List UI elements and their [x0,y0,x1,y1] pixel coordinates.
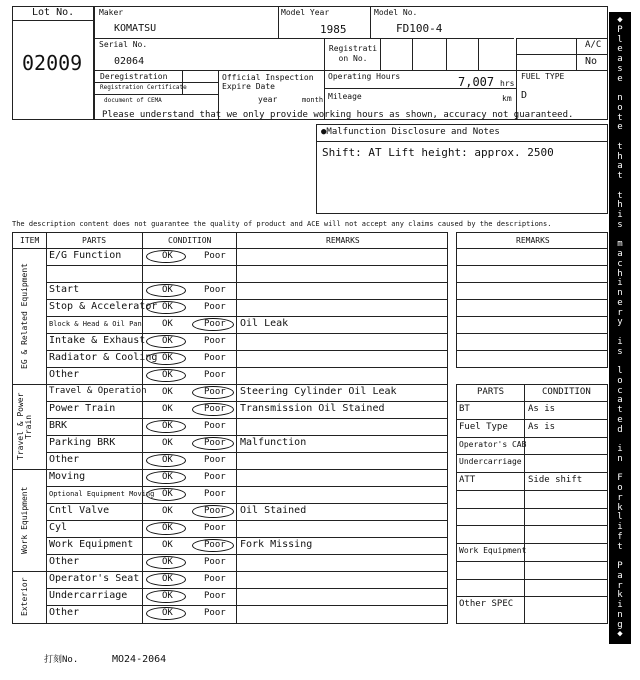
condition-ok[interactable]: OK [162,608,173,618]
side-text-char: e [617,73,623,84]
part-name: Optional Equipment Moving [49,490,155,498]
divider [316,141,608,142]
remark-text: Oil Stained [240,505,307,516]
condition-poor[interactable]: Poor [204,421,226,431]
divider [12,469,448,470]
remark-text: Transmission Oil Stained [240,403,385,414]
condition-ok[interactable]: OK [162,285,173,295]
condition-poor[interactable]: Poor [204,285,226,295]
group-label: Work Equipment [20,486,29,554]
side-text-char: P [617,561,623,571]
condition-poor[interactable]: Poor [204,574,226,584]
divider [12,248,448,249]
divider [236,232,237,624]
divider [516,54,608,55]
condition-poor[interactable]: Poor [204,438,226,448]
side-text-char: a [617,570,623,581]
side-text-char: a [617,54,623,64]
side-text-char: l [617,366,623,376]
side-text-char: o [617,375,623,386]
condition-poor[interactable]: Poor [204,353,226,363]
divider [456,454,608,455]
side-text-char: a [617,249,623,259]
selected-ok-mark [146,607,186,620]
divider [46,554,448,555]
mileage-label: Mileage [328,92,362,101]
selected-ok-mark [146,590,186,603]
condition-poor[interactable]: Poor [204,336,226,346]
spec-condition-header: CONDITION [542,387,591,397]
side-text-char: i [617,522,623,532]
disclaimer: The description content does not guarantee the quality of product and ACE will not accept any claims caused by the descriptions. [12,220,552,228]
divider [456,472,608,473]
selected-poor-mark [192,318,234,331]
side-text-char: t [617,171,623,181]
condition-ok[interactable]: OK [162,557,173,567]
condition-ok[interactable]: OK [162,438,173,448]
divider [46,350,448,351]
side-text-char: s [617,63,623,74]
side-text-char: i [617,278,623,289]
divider [94,82,218,83]
remark-text: Oil Leak [240,318,289,329]
condition-ok[interactable]: OK [162,455,173,465]
group-label: Travel & Power Train [16,392,33,461]
spec-part: Work Equipment [459,546,527,555]
part-name: Parking BRK [49,437,116,448]
part-name: Travel & Operation [49,386,147,396]
condition-ok[interactable]: OK [162,302,173,312]
spec-part: ATT [459,475,476,485]
malfunction-box [316,124,608,214]
part-name: BRK [49,420,68,431]
divider [456,543,608,544]
condition-ok[interactable]: OK [162,336,173,346]
divider [456,596,608,597]
divider [412,38,413,70]
divider [446,38,447,70]
fuel-type-label: FUEL TYPE [521,72,565,81]
condition-poor[interactable]: Poor [204,506,226,516]
selected-ok-mark [146,369,186,382]
part-name: Stop & Accelerator [49,301,158,312]
spec-part: Operator's CAB [459,440,527,449]
selected-ok-mark [146,301,186,314]
condition-poor[interactable]: Poor [204,540,226,550]
condition-ok[interactable]: OK [162,523,173,533]
part-name: Other [49,369,80,380]
selected-ok-mark [146,454,186,467]
fuel-type-value: D [521,90,528,101]
divider [46,367,448,368]
condition-ok[interactable]: OK [162,404,173,414]
condition-poor[interactable]: Poor [204,251,226,261]
operating-hours-label: Operating Hours [328,72,401,81]
divider [456,333,608,334]
divider [94,94,218,95]
divider [456,299,608,300]
selected-ok-mark [146,352,186,365]
condition-poor[interactable]: Poor [204,319,226,329]
group-label: EG & Related Equipment [20,263,29,369]
side-text-char: P [617,24,623,35]
spec-table [456,384,608,624]
divider [12,384,448,385]
spec-part: Undercarriage [459,457,522,466]
selected-ok-mark [146,335,186,348]
side-text-char: d [617,424,623,435]
divider [456,265,608,266]
ac-value: No [585,56,598,67]
divider [456,490,608,491]
part-name: Block & Head & Oil Pan [49,320,142,328]
divider [516,38,608,39]
part-name: E/G Function [49,250,122,261]
divider [46,503,448,504]
selected-ok-mark [146,556,186,569]
part-name: Intake & Exhaust [49,335,146,346]
side-text-char: h [617,200,623,211]
spec-condition: As is [528,404,556,414]
side-text-char: F [617,473,623,484]
divider [46,588,448,589]
side-text-char: k [617,502,623,513]
side-text-char: n [617,93,623,103]
condition-ok[interactable]: OK [162,353,173,363]
malfunction-text: Shift: AT Lift height: approx. 2500 [322,146,554,159]
deregistration-label: Deregistration [100,72,168,81]
model-no-label: Model No. [374,8,418,17]
part-name: Other [49,454,80,465]
condition-poor[interactable]: Poor [204,523,226,533]
side-text-char: a [617,161,623,172]
side-text-char [609,133,631,142]
side-text-char: l [617,512,623,523]
divider [46,316,448,317]
divider [46,435,448,436]
side-text-char [609,231,631,240]
condition-ok[interactable]: OK [162,421,173,431]
part-name: Power Train [49,403,116,414]
operating-hours-value: 7,007 [458,75,495,89]
side-text-char [609,84,631,93]
selected-poor-mark [192,437,234,450]
serial-no-value: 02064 [114,56,145,67]
year-label: year [258,95,278,104]
condition-poor[interactable]: Poor [204,370,226,380]
serial-no-label: Serial No. [99,40,148,49]
divider [46,232,47,624]
location-notice-strip [609,12,631,644]
part-name: Radiator & Cooling [49,352,158,363]
model-no-value: FD100-4 [396,22,443,35]
side-text-char: e [617,414,623,425]
condition-poor[interactable]: Poor [204,387,226,397]
side-text-char [609,328,631,337]
divider [278,6,279,38]
divider [94,38,514,39]
divider [456,419,608,420]
divider [456,282,608,283]
divider [524,384,525,624]
side-text-char: e [617,297,623,308]
spec-part: BT [459,404,470,414]
divider [46,333,448,334]
lot-no-label: Lot No. [32,7,75,18]
side-text-char: c [617,385,623,396]
side-text-char: h [617,268,623,279]
malfunction-title: ●Malfunction Disclosure and Notes [321,127,500,137]
condition-poor[interactable]: Poor [204,591,226,601]
divider [46,282,448,283]
item-header: ITEM [20,236,40,245]
side-text-char: e [617,122,623,133]
right-remarks-header: REMARKS [516,236,550,245]
side-text-char: m [617,239,623,250]
selected-ok-mark [146,250,186,263]
official-inspection-label: Official Inspection Expire Date [222,73,314,91]
side-text-char: k [617,590,623,601]
divider [46,401,448,402]
condition-poor[interactable]: Poor [204,608,226,618]
side-text-char: l [617,34,623,45]
divider [456,350,608,351]
condition-ok[interactable]: OK [162,574,173,584]
remarks-header: REMARKS [326,236,360,245]
divider [380,38,381,70]
part-name: Work Equipment [49,539,134,550]
selected-poor-mark [192,403,234,416]
divider [46,486,448,487]
registration-label: Registrati on No. [328,44,378,63]
divider [324,38,325,120]
side-text-char: c [617,258,623,269]
side-text-char: s [617,346,623,357]
remark-text: Malfunction [240,437,307,448]
divider [46,452,448,453]
side-text-char: o [617,102,623,113]
maker-label: Maker [99,8,124,17]
remark-text: Steering Cylinder Oil Leak [240,386,397,397]
part-name: Cntl Valve [49,505,110,516]
lot-no-value: 02009 [22,51,83,75]
divider [12,571,448,572]
divider [516,38,517,120]
side-text-char: i [617,210,623,220]
spec-condition: Side shift [528,475,583,485]
selected-ok-mark [146,522,186,535]
divider [456,508,608,509]
condition-ok[interactable]: OK [162,540,173,550]
side-text-char [609,435,631,444]
document-of-cema-label: document of CEMA [104,97,162,104]
part-name: Operator's Seat [49,573,140,584]
stamp-number-value: MO24-2064 [112,654,167,665]
part-name: Start [49,284,80,295]
condition-ok[interactable]: OK [162,387,173,397]
side-text-char: o [617,483,623,493]
side-text-char: y [617,317,623,328]
divider [12,20,94,21]
spec-condition: As is [528,422,556,432]
side-text-char: n [617,288,623,298]
condition-ok[interactable]: OK [162,472,173,482]
km-label: km [502,94,512,103]
side-text-char: s [617,219,623,230]
divider [456,316,608,317]
divider [142,232,143,624]
divider [46,418,448,419]
divider [478,38,479,70]
side-text-char: i [617,600,623,610]
condition-poor[interactable]: Poor [204,404,226,414]
divider [46,605,448,606]
divider [456,579,608,580]
divider [370,6,371,38]
maker-value: KOMATSU [114,23,157,34]
condition-ok[interactable]: OK [162,489,173,499]
condition-ok[interactable]: OK [162,506,173,516]
side-text-char: r [617,580,623,591]
side-text-char: t [617,112,623,123]
side-text-char: r [617,307,623,318]
side-text-char: e [617,44,623,55]
selected-poor-mark [192,386,234,399]
right-remarks-table [456,232,608,368]
month-label: month [302,96,324,104]
part-name: Moving [49,471,86,482]
group-label: Exterior [20,577,29,616]
side-text-char: t [617,190,623,201]
selected-poor-mark [192,539,234,552]
stamp-number-label: 打刻No. [44,655,79,665]
condition-ok[interactable]: OK [162,591,173,601]
side-text-char: i [617,444,623,454]
condition-poor[interactable]: Poor [204,455,226,465]
hrs-label: hrs [500,79,515,88]
side-text-char: t [617,541,623,552]
condition-ok[interactable]: OK [162,319,173,329]
divider [46,537,448,538]
side-text-char: g [617,619,623,630]
model-year-value: 1985 [320,23,347,36]
spec-part: Other SPEC [459,599,514,609]
side-text-char [609,182,631,191]
side-text-char: t [617,141,623,152]
condition-ok[interactable]: OK [162,370,173,380]
side-text-char: f [617,531,623,542]
divider [576,38,577,70]
selected-ok-mark [146,573,186,586]
side-text-char: r [617,492,623,503]
divider [456,248,608,249]
side-text-char [609,357,631,366]
side-text-char: i [617,336,623,347]
divider [456,437,608,438]
side-text-char [609,465,631,474]
part-name: Cyl [49,522,68,533]
divider [456,525,608,526]
condition-poor[interactable]: Poor [204,557,226,567]
condition-poor[interactable]: Poor [204,472,226,482]
part-name: Undercarriage [49,590,128,601]
part-name: Other [49,556,80,567]
side-text-char: t [617,405,623,415]
selected-ok-mark [146,284,186,297]
working-hours-notice: Please understand that we only provide working hours as shown, accuracy not guaranteed. [102,110,574,120]
condition-poor[interactable]: Poor [204,302,226,312]
spec-part: Fuel Type [459,422,508,432]
divider [94,70,608,71]
model-year-label: Model Year [281,8,330,17]
selected-ok-mark [146,471,186,484]
condition-header: CONDITION [168,236,212,245]
parts-header: PARTS [82,236,107,245]
side-text-char: n [617,609,623,620]
divider [46,299,448,300]
divider [46,265,448,266]
registration-certificate-label: Registration Certificate [100,84,187,91]
divider [456,401,608,402]
selected-ok-mark [146,420,186,433]
ac-label: A/C [585,40,602,50]
condition-ok[interactable]: OK [162,251,173,261]
side-text-char: a [617,395,623,406]
condition-poor[interactable]: Poor [204,489,226,499]
remark-text: Fork Missing [240,539,313,550]
side-text-char: h [617,151,623,162]
side-text-char [609,552,631,561]
selected-poor-mark [192,505,234,518]
divider [456,561,608,562]
side-text-char: ◆ [617,15,623,25]
spec-parts-header: PARTS [477,387,505,397]
part-name: Other [49,607,80,618]
divider [46,520,448,521]
side-text-char: n [617,453,623,464]
side-text-char: ◆ [617,629,623,640]
selected-ok-mark [146,488,186,501]
